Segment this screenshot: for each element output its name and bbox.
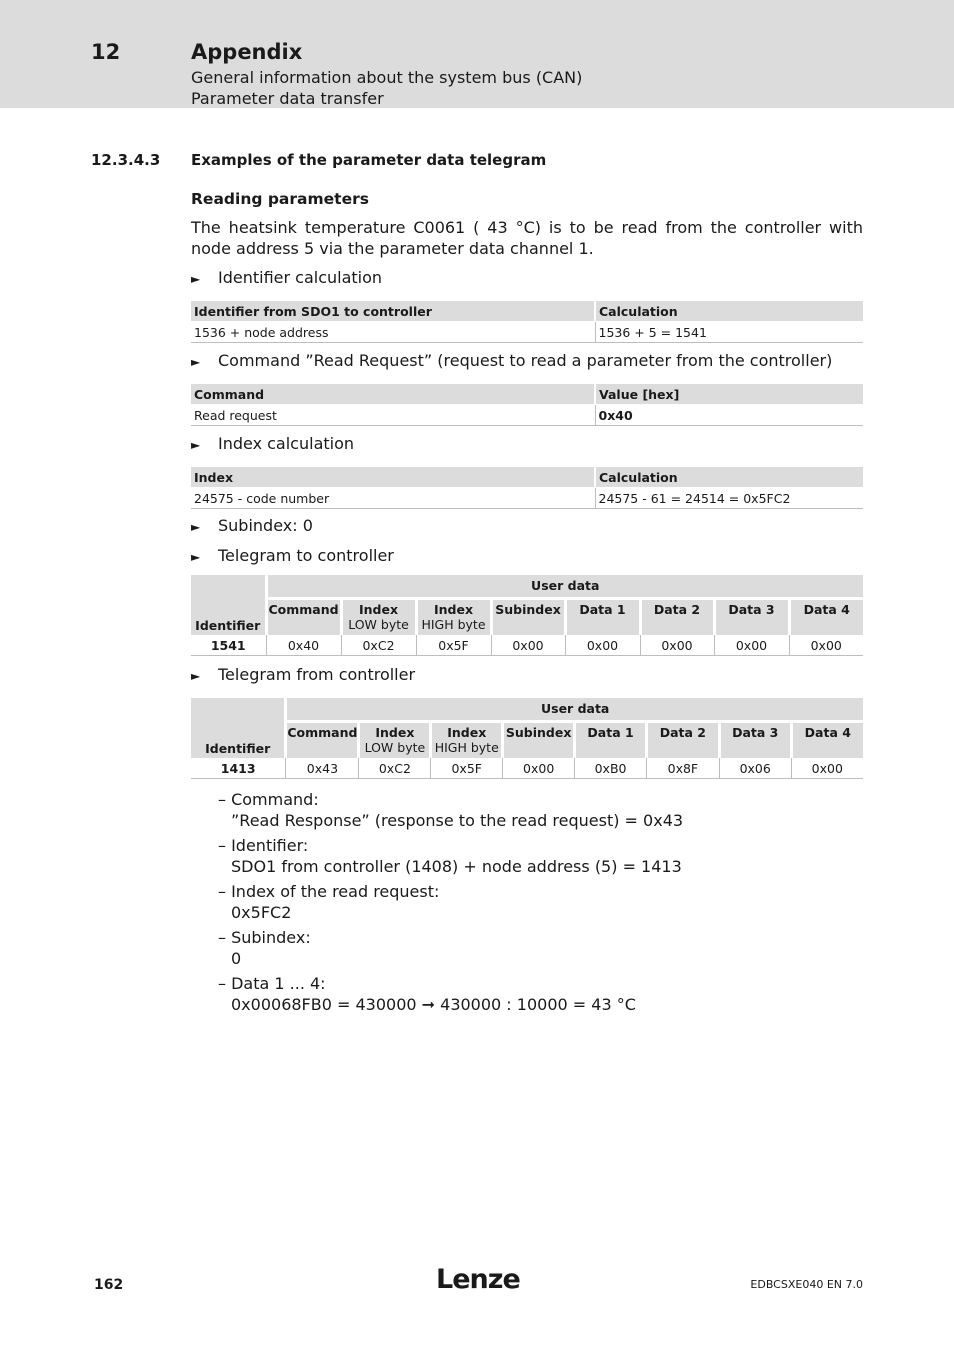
note-index — [218, 881, 683, 923]
table-cell: 0x40 — [595, 405, 863, 426]
command-header: Command — [286, 721, 359, 758]
bullet-text: Index calculation — [218, 434, 355, 453]
data4-value: 0x00 — [791, 758, 863, 779]
subindex-value: 0x00 — [503, 758, 575, 779]
table-cell: 1536 + node address — [191, 322, 595, 343]
header-subtitle-2: Parameter data transfer — [191, 89, 384, 108]
note-label: – Index of the read request: — [218, 882, 440, 901]
note-label: – Data 1 ... 4: — [218, 974, 326, 993]
triangle-bullet-icon: ► — [191, 438, 201, 452]
table-header: Calculation — [595, 301, 863, 322]
note-value: 0x00068FB0 = 430000 ➞ 430000 : 10000 = 43 °C — [231, 995, 636, 1014]
data2-value: 0x00 — [640, 635, 714, 656]
note-value: ”Read Response” (response to the read request) = 0x43 — [231, 811, 684, 830]
intro-paragraph: The heatsink temperature C0061 ( 43 °C) is to be read from the controller with node address 5 via the parameter data channel 1. — [191, 218, 863, 258]
note-label: – Command: — [218, 790, 319, 809]
command-value: 0x40 — [266, 635, 341, 656]
identifier-value: 1413 — [191, 758, 286, 779]
index-table — [191, 467, 863, 509]
command-table — [191, 384, 863, 426]
subindex-header: Subindex — [503, 721, 575, 758]
bullet-identifier-calculation — [191, 268, 382, 287]
page-header — [0, 0, 954, 108]
note-value: 0x5FC2 — [231, 903, 292, 922]
data1-header: Data 1 — [575, 721, 647, 758]
index-high-value: 0x5F — [416, 635, 491, 656]
identifier-header: Identifier — [191, 698, 286, 758]
table-cell: 1536 + 5 = 1541 — [595, 322, 863, 343]
command-value: 0x43 — [286, 758, 359, 779]
bullet-text: Identifier calculation — [218, 268, 383, 287]
user-data-header: User data — [286, 698, 863, 721]
chapter-number: 12 — [91, 40, 121, 64]
note-label: – Subindex: — [218, 928, 311, 947]
data3-header: Data 3 — [714, 598, 789, 635]
triangle-bullet-icon: ► — [191, 272, 201, 286]
note-data — [218, 973, 683, 1015]
document-id: EDBCSXE040 EN 7.0 — [750, 1278, 863, 1291]
data3-header: Data 3 — [719, 721, 791, 758]
data2-value: 0x8F — [646, 758, 719, 779]
identifier-table — [191, 301, 863, 343]
telegram-to-controller-table — [191, 575, 863, 656]
bullet-index-calculation — [191, 434, 354, 453]
table-header: Identifier from SDO1 to controller — [191, 301, 595, 322]
command-header: Command — [266, 598, 341, 635]
subindex-value: 0x00 — [491, 635, 565, 656]
bullet-text: Telegram from controller — [218, 665, 416, 684]
bullet-telegram-from-controller — [191, 665, 415, 684]
index-low-value: 0xC2 — [341, 635, 416, 656]
telegram-from-controller-table — [191, 698, 863, 779]
subindex-header: Subindex — [491, 598, 565, 635]
bullet-text: Telegram to controller — [218, 546, 394, 565]
note-label: – Identifier: — [218, 836, 309, 855]
page-number: 162 — [94, 1277, 124, 1293]
table-cell: Read request — [191, 405, 595, 426]
data4-header: Data 4 — [789, 598, 863, 635]
lenze-logo: Lenze — [436, 1264, 520, 1295]
data1-value: 0xB0 — [575, 758, 647, 779]
bullet-text: Subindex: 0 — [218, 516, 313, 535]
note-subindex — [218, 927, 683, 969]
index-low-header: Index LOW byte — [341, 598, 416, 635]
bullet-telegram-to-controller — [191, 546, 394, 565]
note-identifier — [218, 835, 683, 877]
note-command — [218, 789, 683, 831]
table-cell: 24575 - code number — [191, 488, 595, 509]
chapter-title: Appendix — [191, 40, 303, 64]
index-high-header: Index HIGH byte — [416, 598, 491, 635]
index-low-header: Index LOW byte — [359, 721, 431, 758]
triangle-bullet-icon: ► — [191, 520, 201, 534]
triangle-bullet-icon: ► — [191, 550, 201, 564]
section-title: Examples of the parameter data telegram — [191, 151, 547, 169]
header-subtitle-1: General information about the system bus (CAN) — [191, 68, 583, 87]
identifier-value: 1541 — [191, 635, 266, 656]
index-high-header: Index HIGH byte — [431, 721, 503, 758]
table-row — [191, 635, 863, 656]
data3-value: 0x00 — [714, 635, 789, 656]
table-header: Command — [191, 384, 595, 405]
triangle-bullet-icon: ► — [191, 669, 201, 683]
data4-value: 0x00 — [789, 635, 863, 656]
bullet-text: Command ”Read Request” (request to read a parameter from the controller) — [218, 351, 833, 370]
section-number: 12.3.4.3 — [91, 151, 161, 169]
data2-header: Data 2 — [646, 721, 719, 758]
data1-header: Data 1 — [565, 598, 640, 635]
bullet-subindex — [191, 516, 313, 535]
note-value: SDO1 from controller (1408) + node address (5) = 1413 — [231, 857, 682, 876]
table-row — [191, 758, 863, 779]
table-header: Value [hex] — [595, 384, 863, 405]
data3-value: 0x06 — [719, 758, 791, 779]
explanation-notes — [218, 789, 683, 1019]
index-high-value: 0x5F — [431, 758, 503, 779]
identifier-header: Identifier — [191, 575, 266, 635]
note-value: 0 — [231, 949, 242, 968]
data2-header: Data 2 — [640, 598, 714, 635]
data1-value: 0x00 — [565, 635, 640, 656]
index-low-value: 0xC2 — [359, 758, 431, 779]
table-cell: 24575 - 61 = 24514 = 0x5FC2 — [595, 488, 863, 509]
reading-heading: Reading parameters — [191, 190, 369, 208]
user-data-header: User data — [266, 575, 863, 598]
bullet-read-request — [191, 351, 832, 370]
table-header: Calculation — [595, 467, 863, 488]
table-header: Index — [191, 467, 595, 488]
triangle-bullet-icon: ► — [191, 355, 201, 369]
data4-header: Data 4 — [791, 721, 863, 758]
